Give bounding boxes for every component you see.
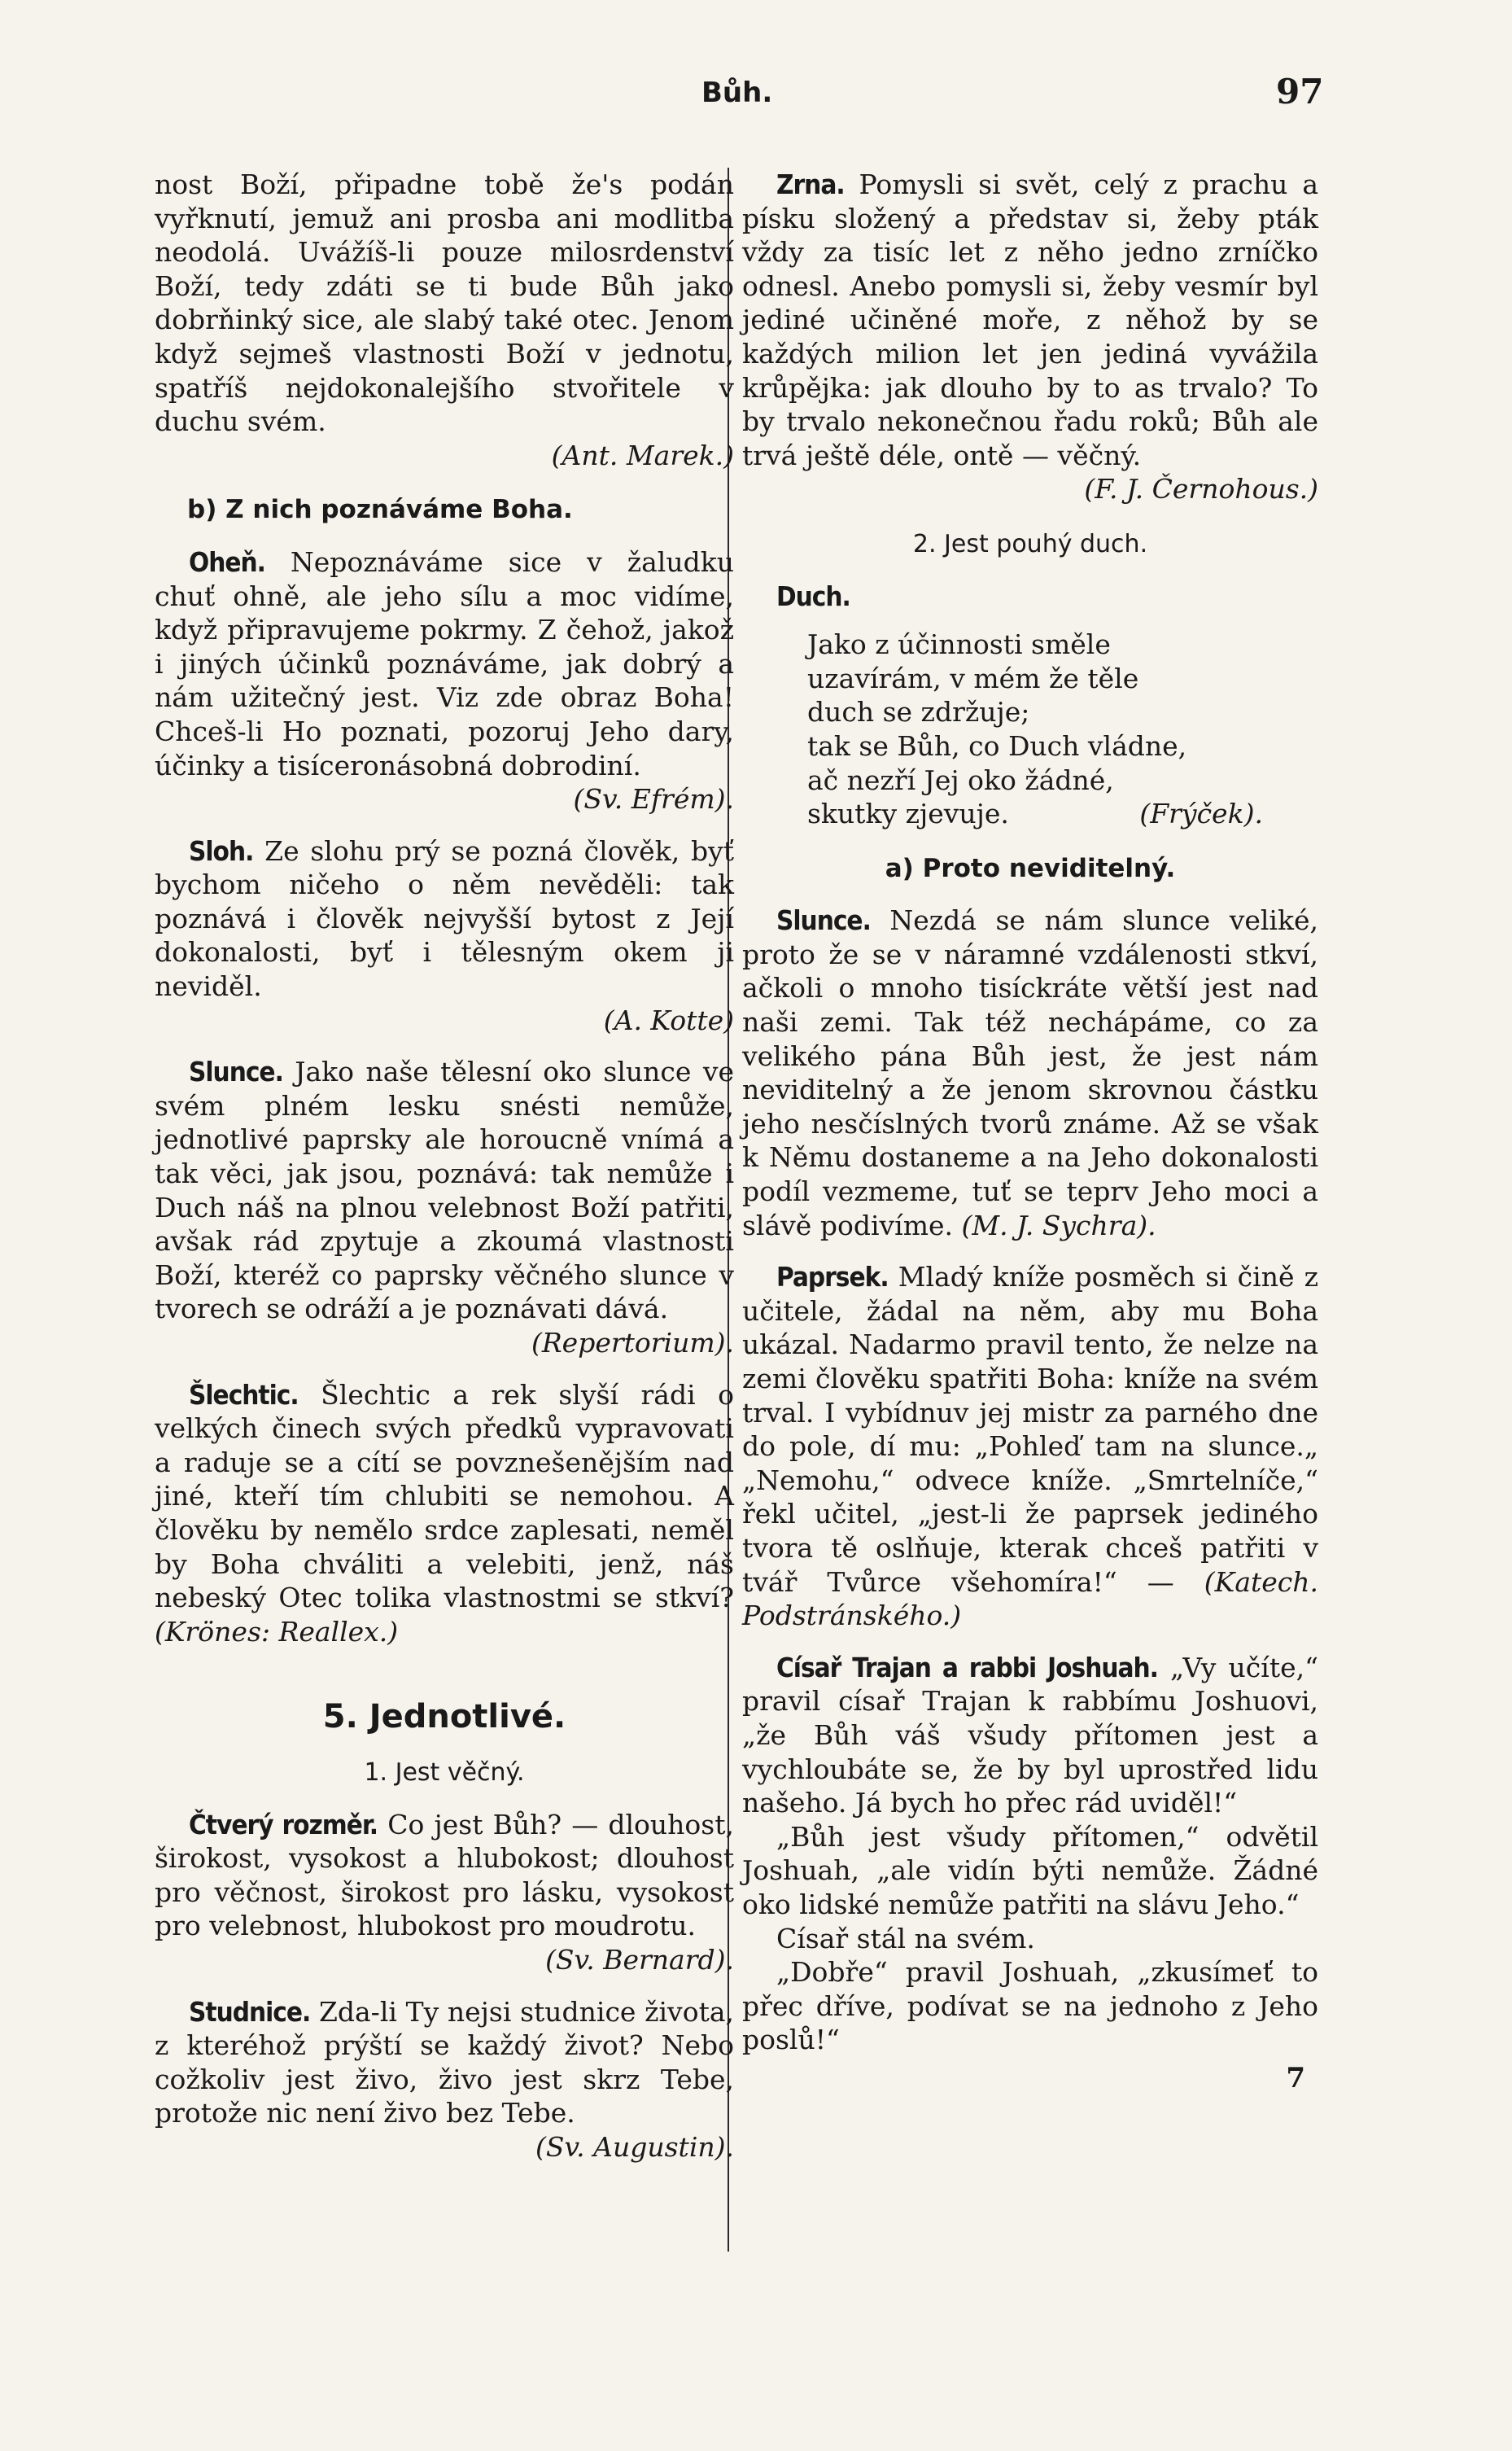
paragraph-intro: nost Boží, připadne tobě že's podán vyřknutí, jemuž ani prosba ani modlitba neodolá. Uvážíš-li pouze milosrdenství Boží, tedy zdáti se ti bude Bůh jako dobrňinký sice, ale slabý také otec. Jenom když sejmeš vlastnosti Boží v jednotu, spatříš nejdokonalejšího stvořitele v duchu svém. (Ant. Marek.) <box>155 169 734 471</box>
source-citation: (Sv. Efrém). <box>573 783 734 816</box>
source-citation: (Ant. Marek.) <box>551 439 734 471</box>
source-citation: (Sv. Augustin). <box>535 2130 734 2163</box>
source-citation: (Sv. Bernard). <box>545 1943 734 1976</box>
paragraph-cisar-2: „Bůh jest všudy přítomen,“ odvětil Joshuah, „ale vidín býti nemůže. Žádné oko lidské nemůže patřiti na slávu Jeho.“ <box>742 1820 1318 1920</box>
keyword: Císař Trajan a rabbi Joshuah. <box>776 1651 1158 1683</box>
keyword: Oheň. <box>189 545 265 578</box>
poem-line: skutky zjevuje. (Frýček). <box>807 798 1263 830</box>
running-head <box>0 72 1512 120</box>
right-column <box>742 168 1318 2095</box>
keyword: Paprsek. <box>776 1261 889 1293</box>
keyword: Zrna. <box>776 169 845 200</box>
keyword: Slunce. <box>776 904 871 937</box>
keyword: Sloh. <box>189 834 254 867</box>
signature-number: 7 <box>1286 2061 1305 2094</box>
paragraph-cisar-3: Císař stál na svém. <box>776 1922 1035 1954</box>
paragraph-slechtic: Šlechtic. Šlechtic a rek slyší rádi o velkých činech svých předků vypravovati a raduje se a cítí se povznešenějším nad jiné, kteří tím chlubiti se nemohou. A člověku by nemělo srdce zaplesati, neměl by Boha chváliti a velebiti, jenž, náš nebeský Otec tolika vlastnostmi se stkví? (Krönes: Reallex.) <box>155 1378 734 1648</box>
poem-line: uzavírám, v mém že těle <box>807 662 1139 694</box>
keyword: Studnice. <box>189 1995 311 2028</box>
subheading-1: 1. Jest věčný. <box>364 1757 525 1787</box>
running-title: Bůh. <box>701 77 773 109</box>
source-citation: (Frýček). <box>1139 798 1263 830</box>
source-citation: (F. J. Černohous.) <box>1084 473 1318 506</box>
left-column <box>155 168 734 2164</box>
paragraph-paprsek: Paprsek. Mladý kníže posměch si čině z učitele, žádal na něm, aby mu Boha ukázal. Nadarmo pravil tento, že nelze na zemi člověku spatřiti Boha: kníže na svém trval. I vybídnuv jej mistr za parného dne do pole, dí mu: „Pohleď tam na slunce.„ „Nemohu,“ odvece kníže. „Smrtelníče,“ řekl učitel, „jest-li že paprsek jediného tvora tě oslňuje, kterak chceš patřiti v tvář Tvůrce všehomíra!“ — (Katech. Podstránského.) <box>742 1261 1319 1632</box>
paragraph-sloh: Sloh. Ze slohu prý se pozná člověk, byť bychom ničeho o něm nevěděli: tak poznává i člověk nejvyšší bytost z Její dokonalosti, byť i tělesným okem ji neviděl. (A. Kotte) <box>155 834 734 1036</box>
paragraph-slunce: Slunce. Jako naše tělesní oko slunce ve svém plném lesku snésti nemůže, jednotlivé paprsky ale horoucně vnímá a tak věci, jak jsou, poznává: tak nemůže i Duch náš na plnou velebnost Boží patřiti, avšak rád zpytuje a zkoumá vlastnosti Boží, kteréž co paprsky věčného slunce v tvorech se odráží a je poznávati dává. (Repertorium). <box>155 1056 734 1359</box>
section-heading: 5. Jednotlivé. <box>322 1698 566 1736</box>
source-citation: (Krönes: Reallex.) <box>155 1615 399 1648</box>
poem-line: duch se zdržuje; <box>807 696 1030 729</box>
paragraph-ohen: Oheň. Nepoznáváme sice v žaludku chuť ohně, ale jeho sílu a moc vidíme, když připravujeme pokrmy. Z čehož, jakož i jiných účinků poznáváme, jak dobrý a nám užitečný jest. Viz zde obraz Boha! Chceš-li Ho poznati, pozoruj Jeho dary, účinky a tisíceronásobná dobrodiní. (Sv. Efrém). <box>155 545 734 816</box>
paragraph-studnice: Studnice. Zda-li Ty nejsi studnice života, z kteréhož prýští se každý život? Nebo cožkoliv jest živo, živo jest skrz Tebe, protože nic není živo bez Tebe. (Sv. Augustin). <box>155 1995 734 2163</box>
keyword: Šlechtic. <box>189 1378 299 1411</box>
source-citation: (Katech. Podstránského.) <box>742 1565 1319 1632</box>
paragraph-cisar: Císař Trajan a rabbi Joshuah. „Vy učíte,“ pravil císař Trajan k rabbímu Joshuovi, „že Bůh váš všudy přítomen jest a vychloubáte se, že by byl uprostřed lidu našeho. Já bych ho přec rád uviděl!“ <box>742 1651 1318 1819</box>
subheading-2: 2. Jest pouhý duch. <box>912 529 1148 558</box>
paragraph-slunce-right: Slunce. Nezdá se nám slunce veliké, proto že se v náramné vzdálenosti stkví, ačkoli o mnoho tisíckráte větší jest nad naši zemi. Tak též nechápáme, co za velikého pána Bůh jest, že jest nám neviditelný a že jenom skrovnou částku jeho nesčíslných tvorů známe. Až se však k Němu dostaneme a na Jeho dokonalosti podíl vezmeme, tuť se teprv Jeho moci a slávě podivíme. (M. J. Sychra). <box>742 904 1318 1241</box>
poem-line: Jako z účinnosti směle <box>807 628 1111 661</box>
keyword: Duch. <box>776 580 850 612</box>
page-number: 97 <box>1276 72 1324 112</box>
paragraph-ctvery: Čtverý rozměr. Co jest Bůh? — dlouhost, širokost, vysokost a hlubokost; dlouhost pro věčnost, širokost pro lásku, vysokost pro velebnost, hlubokost pro moudrotu. (Sv. Bernard). <box>155 1808 734 1976</box>
paragraph-zrna: Zrna. Pomysli si svět, celý z prachu a písku složený a představ si, žeby pták vždy za tisíc let z něho jedno zrníčko odnesl. Anebo pomysli si, žeby vesmír byl jediné učiněné moře, z něhož by se každých milion let jen jediná vyvážila krůpějka: jak dlouho by to as trvalo? To by trvalo nekonečnou řadu roků; Bůh ale trvá ještě déle, ontě — věčný. (F. J. Černohous.) <box>742 169 1318 506</box>
source-citation: (A. Kotte) <box>603 1004 734 1036</box>
paragraph-duch-heading <box>742 580 1318 614</box>
paragraph-cisar-4: „Dobře“ pravil Joshuah, „zkusímeť to přec dříve, podívat se na jednoho z Jeho poslů!“ <box>742 1956 1318 2056</box>
keyword: Slunce. <box>189 1056 283 1088</box>
poem-line: ač nezří Jej oko žádné, <box>807 764 1114 796</box>
subheading-a: a) Proto neviditelný. <box>885 853 1176 883</box>
source-citation: (M. J. Sychra). <box>961 1209 1156 1241</box>
poem-line: tak se Bůh, co Duch vládne, <box>807 729 1187 762</box>
keyword: Čtverý rozměr. <box>189 1808 378 1840</box>
poem <box>742 628 1318 831</box>
source-citation: (Repertorium). <box>531 1327 734 1359</box>
subheading-b: b) Z nich poznáváme Boha. <box>187 495 573 525</box>
